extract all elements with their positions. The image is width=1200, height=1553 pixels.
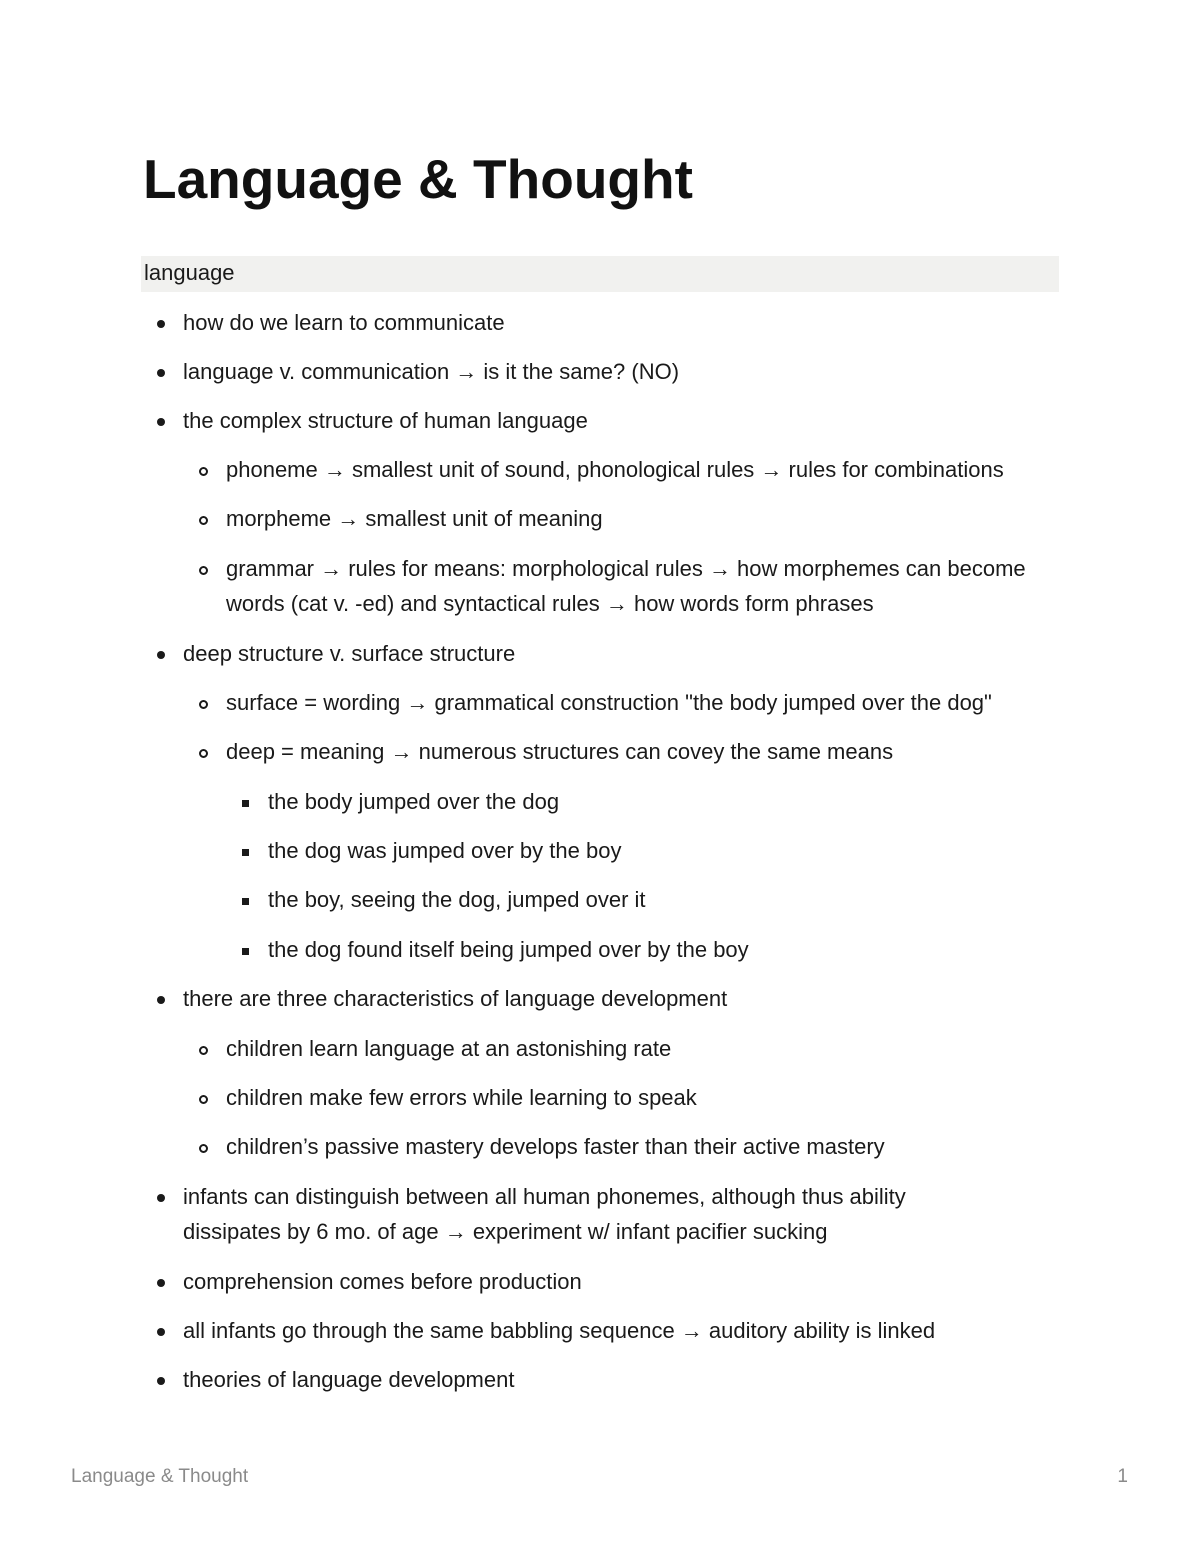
bullet-square-icon <box>242 948 249 955</box>
list-item: surface = wording → grammatical construction "the body jumped over the dog" <box>226 690 992 715</box>
bullet-circle-icon <box>199 516 208 525</box>
list-item: children learn language at an astonishing rate <box>226 1036 672 1061</box>
list-item: the dog found itself being jumped over by the boy <box>268 937 749 962</box>
list-item: language v. communication → is it the same? (NO) <box>183 359 680 384</box>
list-item: the boy, seeing the dog, jumped over it <box>268 887 646 912</box>
list-item: all infants go through the same babbling sequence → auditory ability is linked <box>183 1318 936 1343</box>
list-item: comprehension comes before production <box>183 1269 582 1294</box>
page-number: 1 <box>1117 1466 1128 1487</box>
bullet-disc-icon <box>157 418 165 426</box>
bullet-circle-icon <box>199 1046 208 1055</box>
list-item: the body jumped over the dog <box>268 789 560 814</box>
bullet-disc-icon <box>157 1328 165 1336</box>
list-item: the complex structure of human language <box>183 408 588 433</box>
bullet-circle-icon <box>199 1095 208 1104</box>
bullet-circle-icon <box>199 749 208 758</box>
bullet-disc-icon <box>157 651 165 659</box>
bullet-disc-icon <box>157 1194 165 1202</box>
list-item: how do we learn to communicate <box>183 310 505 335</box>
bullet-circle-icon <box>199 700 208 709</box>
list-item: children make few errors while learning to speak <box>226 1085 697 1110</box>
bullet-circle-icon <box>199 467 208 476</box>
footer-title: Language & Thought <box>71 1466 249 1487</box>
bullet-circle-icon <box>199 566 208 575</box>
bullet-square-icon <box>242 898 249 905</box>
bullet-disc-icon <box>157 369 165 377</box>
bullet-disc-icon <box>157 996 165 1004</box>
list-item: grammar → rules for means: morphological rules → how morphemes can become words (cat v. -ed) and syntactical rules → how words form phrases <box>226 556 1026 616</box>
bullet-disc-icon <box>157 1377 165 1385</box>
page-title: Language & Thought <box>143 148 693 210</box>
bullet-square-icon <box>242 849 249 856</box>
list-item: there are three characteristics of language development <box>183 986 728 1011</box>
list-item: theories of language development <box>183 1367 515 1392</box>
list-item: phoneme → smallest unit of sound, phonological rules → rules for combinations <box>226 457 1004 482</box>
bullet-disc-icon <box>157 1279 165 1287</box>
list-item: children’s passive mastery develops faster than their active mastery <box>226 1134 885 1159</box>
list-item: morpheme → smallest unit of meaning <box>226 506 603 531</box>
list-item: deep structure v. surface structure <box>183 641 516 666</box>
list-item: infants can distinguish between all human phonemes, although thus ability dissipates by 6 mo. of age → experiment w/ infant pacifier sucking <box>183 1184 906 1244</box>
list-item: the dog was jumped over by the boy <box>268 838 622 863</box>
section-heading: language <box>141 256 1059 292</box>
bullet-square-icon <box>242 800 249 807</box>
bullet-disc-icon <box>157 320 165 328</box>
bullet-circle-icon <box>199 1144 208 1153</box>
list-item: deep = meaning → numerous structures can covey the same means <box>226 739 894 764</box>
